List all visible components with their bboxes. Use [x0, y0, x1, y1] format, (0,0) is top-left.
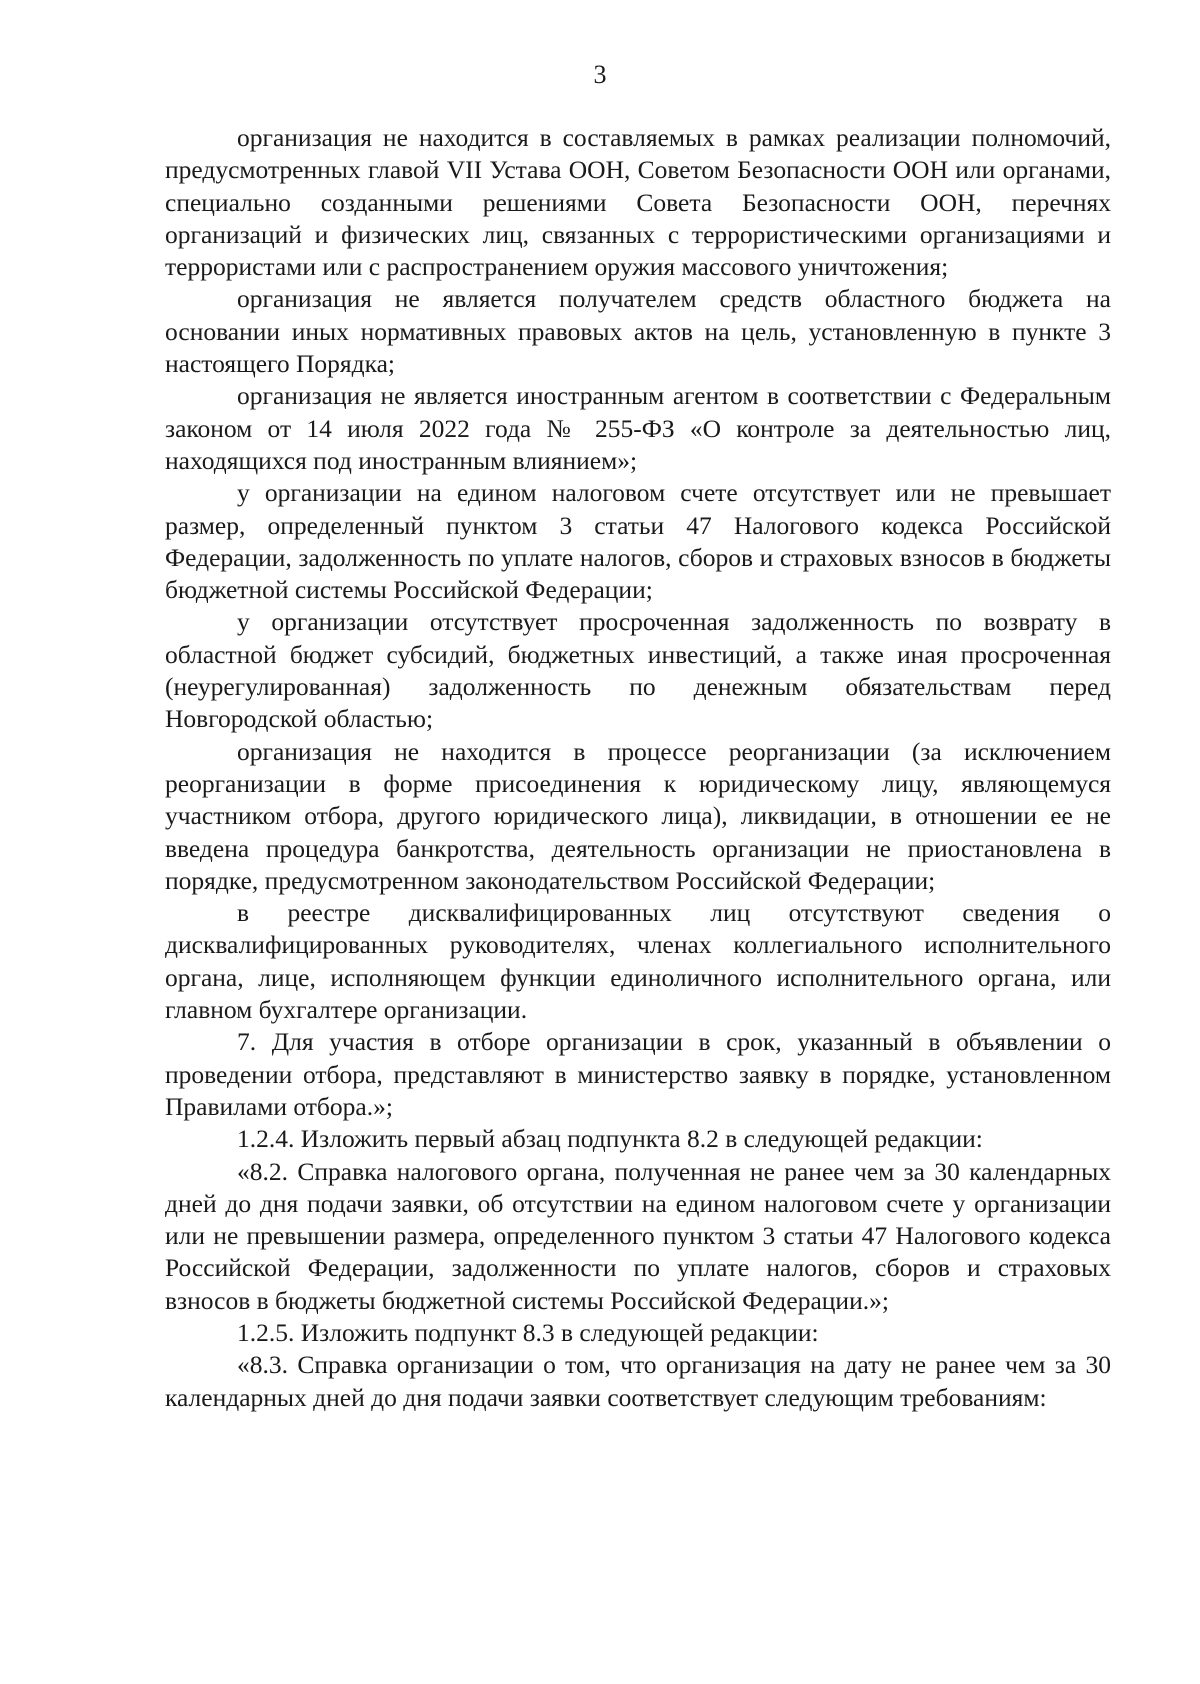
paragraph-reorganization: организация не находится в процессе реорганизации (за исключением реорганизации в форме присоединения к юридическому лицу, являющемуся участником отбора, другого юридического лица), ликвидации, в отношении ее не введена процедура банкротства, деятельность организации не приостановлена в порядке, предусмотренном законодательством Российской Федерации; — [165, 736, 1111, 895]
paragraph-item-8-2: «8.2. Справка налогового органа, полученная не ранее чем за 30 календарных дней до дня подачи заявки, об отсутствии на едином налоговом счете у организации или не превышении размера, определенного пунктом 3 статьи 47 Налогового кодекса Российской Федерации, задолженности по уплате налогов, сборов и страховых взносов в бюджеты бюджетной системы Российской Федерации.»; — [165, 1156, 1111, 1315]
paragraph-overdue-debt: у организации отсутствует просроченная задолженность по возврату в областной бюджет субсидий, бюджетных инвестиций, а также иная просроченная (неурегулированная) задолженность по денежным обязательствам перед Новгородской областью; — [165, 607, 1111, 734]
paragraph-not-budget-recipient: организация не является получателем средств областного бюджета на основании иных нормативных правовых актов на цель, установленную в пункте 3 настоящего Порядка; — [165, 284, 1111, 379]
paragraph-disqualified-persons: в реестре дисквалифицированных лиц отсутствуют сведения о дисквалифицированных руководителях, членах коллегиального исполнительного органа, лице, исполняющем функции единоличного исполнительного органа, или главном бухгалтере организации. — [165, 898, 1111, 1025]
paragraph-item-8-3: «8.3. Справка организации о том, что организация на дату не ранее чем за 30 календарных дней до дня подачи заявки соответствует следующим требованиям: — [165, 1350, 1111, 1412]
paragraph-sanctions-list: организация не находится в составляемых в рамках реализации полномочий, предусмотренных главой VII Устава ООН, Советом Безопасности ООН или органами, специально созданными решениями Совета Безопасности ООН, перечнях организаций и физических лиц, связанных с террористическими организациями и террористами или с распространением оружия массового уничтожения; — [165, 123, 1111, 282]
document-body — [165, 122, 1111, 1414]
paragraph-item-7: 7. Для участия в отборе организации в срок, указанный в объявлении о проведении отбора, представляют в министерство заявку в порядке, установленном Правилами отбора.»; — [165, 1027, 1111, 1121]
paragraph-item-1-2-5: 1.2.5. Изложить подпункт 8.3 в следующей редакции: — [237, 1317, 819, 1347]
paragraph-item-1-2-4: 1.2.4. Изложить первый абзац подпункта 8.2 в следующей редакции: — [237, 1124, 983, 1154]
paragraph-not-foreign-agent: организация не является иностранным агентом в соответствии с Федеральным законом от 14 июля 2022 года № 255-ФЗ «О контроле за деятельностью лиц, находящихся под иностранным влиянием»; — [165, 381, 1111, 475]
page-number: 3 — [593, 60, 607, 89]
paragraph-tax-debt: у организации на едином налоговом счете отсутствует или не превышает размер, определенный пунктом 3 статьи 47 Налогового кодекса Российской Федерации, задолженность по уплате налогов, сборов и страховых взносов в бюджеты бюджетной системы Российской Федерации; — [165, 478, 1111, 605]
